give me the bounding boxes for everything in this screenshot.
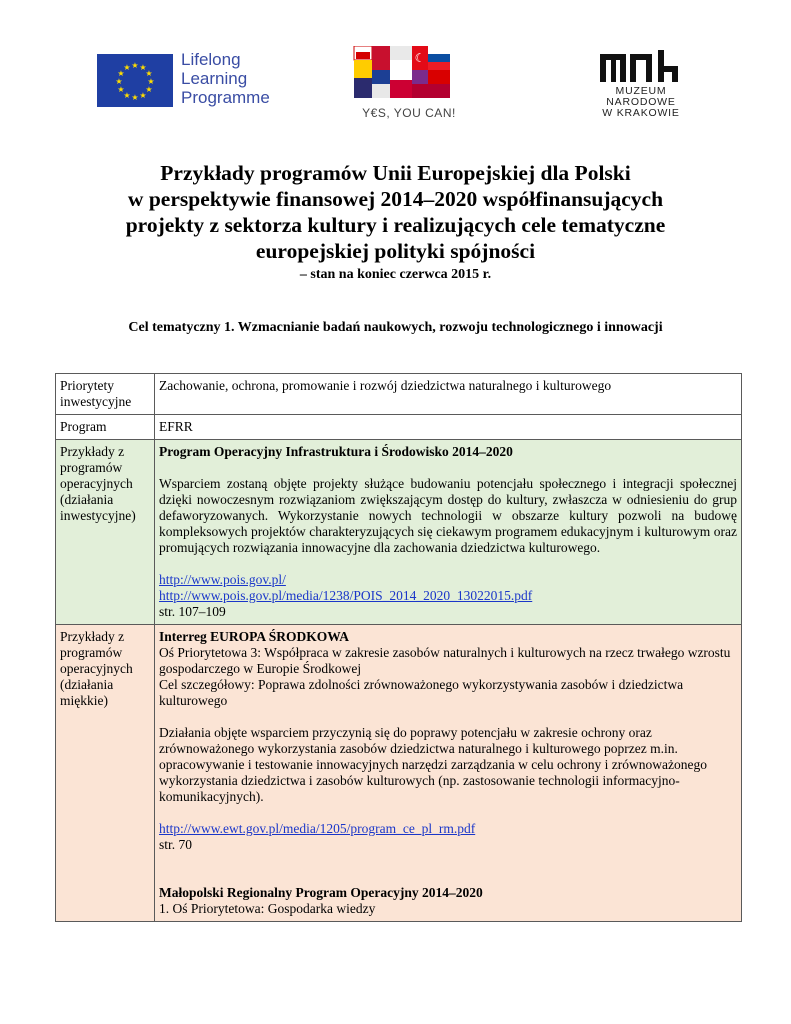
thematic-objective: Cel tematyczny 1. Wzmacnianie badań naukowych, rozwoju technologicznego i innowacji bbox=[128, 320, 663, 335]
svg-text:★: ★ bbox=[115, 77, 123, 86]
mnk-text bbox=[596, 86, 686, 119]
svg-text:★: ★ bbox=[131, 93, 139, 102]
svg-text:☾: ☾ bbox=[414, 51, 426, 65]
page-reference: str. 107–109 bbox=[159, 604, 226, 619]
ewt-pdf-link[interactable]: http://www.ewt.gov.pl/media/1205/program_ce_pl_rm.pdf bbox=[159, 821, 476, 836]
row-label: Priorytety inwestycyjne bbox=[56, 374, 155, 415]
program-description: Wsparciem zostaną objęte projekty służące budowaniu potencjału społecznego i integracji społecznej dzięki nowoczesnym rozwiązaniom zwiększającym dostęp do kultury, zwłaszcza w odniesieniu do grup defaworyzowanych. Wykorzystanie nowych technologii w obszarze kultury pozwoli na budowę kompleksowych projektów charakteryzujących się ciekawym programem edukacyjnym i kulturowym oraz promujących rozwiązania innowacyjne dla zachowania dziedzictwa kulturowego. bbox=[159, 476, 737, 555]
svg-text:★: ★ bbox=[117, 69, 125, 78]
program-title: Małopolski Regionalny Program Operacyjny 2014–2020 bbox=[159, 885, 483, 900]
program-description: Działania objęte wsparciem przyczynią się do poprawy potencjału w zakresie ochrony oraz zrównoważonego wykorzystania zasobów dziedzictwa naturalnego i kulturowego poprzez m.in. opracowywanie i testowanie innowacyjnych narzędzi zarządzania w celu ochrony i zrównoważonego wykorzystania dziedzictwa i zasobów kulturowych (np. zastosowanie technologii informacyjno-komunikacyjnych). bbox=[159, 725, 708, 804]
program-title: Program Operacyjny Infrastruktura i Środowisko 2014–2020 bbox=[159, 444, 513, 459]
llp-line3: Programme bbox=[181, 88, 270, 107]
document-title bbox=[60, 160, 731, 264]
svg-text:★: ★ bbox=[145, 85, 153, 94]
yes-caption: Y€S, YOU CAN! bbox=[362, 106, 456, 120]
table-row bbox=[56, 415, 742, 440]
title-line4: europejskiej polityki spójności bbox=[255, 239, 536, 263]
title-line2: w perspektywie finansowej 2014–2020 współfinansujących bbox=[127, 187, 664, 211]
header-logos bbox=[0, 0, 791, 140]
svg-text:★: ★ bbox=[117, 85, 125, 94]
pois-link[interactable]: http://www.pois.gov.pl/ bbox=[159, 572, 286, 587]
pois-pdf-link[interactable]: http://www.pois.gov.pl/media/1238/POIS_2014_2020_13022015.pdf bbox=[159, 588, 533, 603]
svg-text:★: ★ bbox=[123, 91, 131, 100]
priority-axis: 1. Oś Priorytetowa: Gospodarka wiedzy bbox=[159, 901, 376, 916]
table-row bbox=[56, 440, 742, 625]
row-content bbox=[155, 625, 742, 922]
llp-logo-text bbox=[181, 50, 270, 107]
row-label: Program bbox=[56, 415, 155, 440]
program-title: Interreg EUROPA ŚRODKOWA bbox=[159, 629, 349, 644]
eu-flag-icon bbox=[97, 54, 173, 107]
priority-axis: Oś Priorytetowa 3: Współpraca w zakresie zasobów naturalnych i kulturowych na rzecz trwałego wzrostu gospodarczego w Europie Środkowej bbox=[159, 645, 731, 676]
programs-table bbox=[55, 373, 742, 922]
table-row bbox=[56, 374, 742, 415]
llp-line2: Learning bbox=[181, 69, 248, 88]
svg-text:★: ★ bbox=[131, 61, 139, 70]
mnk-line2: NARODOWE bbox=[606, 96, 676, 108]
page-reference: str. 70 bbox=[159, 837, 193, 852]
mnk-line1: MUZEUM bbox=[615, 85, 667, 97]
svg-text:★: ★ bbox=[139, 63, 147, 72]
svg-text:★: ★ bbox=[147, 77, 155, 86]
svg-text:★: ★ bbox=[123, 63, 131, 72]
title-line3: projekty z sektorza kultury i realizujących cele tematyczne bbox=[125, 213, 666, 237]
document-subtitle: – stan na koniec czerwca 2015 r. bbox=[299, 267, 492, 282]
specific-goal: Cel szczegółowy: Poprawa zdolności zrównoważonego wykorzystywania zasobów i dziedzictwa kulturowego bbox=[159, 677, 684, 708]
title-line1: Przykłady programów Unii Europejskiej dla Polski bbox=[160, 161, 631, 185]
row-value: EFRR bbox=[155, 415, 742, 440]
table-row bbox=[56, 625, 742, 922]
svg-text:★: ★ bbox=[139, 91, 147, 100]
row-content bbox=[155, 440, 742, 625]
row-label: Przykłady z programów operacyjnych (działania miękkie) bbox=[56, 625, 155, 922]
mnk-line3: W KRAKOWIE bbox=[602, 107, 680, 119]
row-value: Zachowanie, ochrona, promowanie i rozwój dziedzictwa naturalnego i kulturowego bbox=[155, 374, 742, 415]
svg-text:★: ★ bbox=[145, 69, 153, 78]
llp-line1: Lifelong bbox=[181, 50, 241, 69]
row-label: Przykłady z programów operacyjnych (działania inwestycyjne) bbox=[56, 440, 155, 625]
